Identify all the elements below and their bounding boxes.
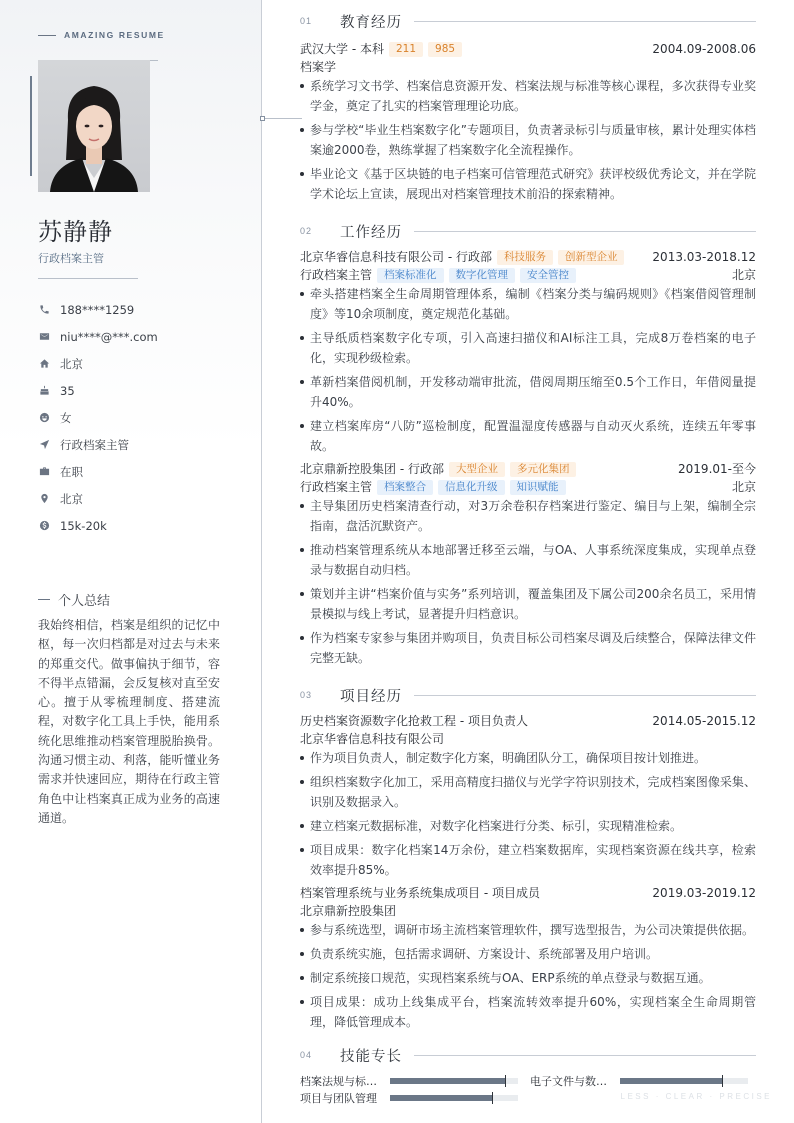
skill-name: 项目与团队管理 xyxy=(300,1091,377,1105)
info-phone-text: 188****1259 xyxy=(60,302,135,317)
section-rule xyxy=(414,21,756,22)
company-tag: 科技服务 xyxy=(497,250,553,265)
school-tag: 211 xyxy=(389,42,423,57)
list-item: 毕业论文《基于区块链的电子档案可信管理范式研究》获评校级优秀论文，并在学院学术论坛上宣读，展现出对档案管理技术前沿的探索精神。 xyxy=(300,164,756,204)
info-salary-text: 15k-20k xyxy=(60,518,107,533)
avatar xyxy=(38,60,150,192)
list-item: 革新档案借阅机制，开发移动端审批流，借阅周期压缩至0.5个工作日，年借阅量提升40%。 xyxy=(300,372,756,412)
main-content xyxy=(300,10,756,1106)
info-residence-text: 北京 xyxy=(60,356,83,371)
project-period: 2014.05-2015.12 xyxy=(652,714,756,728)
job-entry xyxy=(300,460,756,668)
education-major: 档案学 xyxy=(300,60,337,74)
project-header xyxy=(300,712,756,730)
skill-name: 电子文件与数… xyxy=(530,1074,607,1088)
job-period: 2013.03-2018.12 xyxy=(652,250,756,264)
info-status xyxy=(38,458,238,485)
skill-item xyxy=(300,1072,522,1089)
skill-bar-marker xyxy=(492,1092,493,1104)
skill-bar xyxy=(620,1078,748,1084)
home-icon xyxy=(38,358,50,370)
job-company: 北京鼎新控股集团 - 行政部 xyxy=(300,462,444,476)
info-age-text: 35 xyxy=(60,383,75,398)
mail-icon xyxy=(38,331,50,343)
education-section xyxy=(300,10,756,204)
section-rule xyxy=(414,231,756,232)
education-period: 2004.09-2008.06 xyxy=(652,42,756,56)
position-tag: 档案标准化 xyxy=(377,268,444,283)
skills-header xyxy=(300,1044,756,1066)
work-header xyxy=(300,220,756,242)
company-tag: 多元化集团 xyxy=(510,462,577,477)
skill-bar-fill xyxy=(620,1078,722,1084)
list-item: 项目成果：成功上线集成平台，档案流转效率提升60%，实现档案全生命周期管理，降低管理成本。 xyxy=(300,992,756,1032)
section-rule xyxy=(414,695,756,696)
sidebar-connector-line xyxy=(262,118,302,119)
location-icon xyxy=(38,493,50,505)
sidebar xyxy=(0,0,262,1123)
info-location-text: 北京 xyxy=(60,491,83,506)
list-item: 作为档案专家参与集团并购项目，负责目标公司档案尽调及后续整合，保障法律文件完整无缺。 xyxy=(300,628,756,668)
job-period: 2019.01-至今 xyxy=(678,462,756,476)
job-entry xyxy=(300,248,756,456)
job-bullets xyxy=(300,284,756,456)
contact-info-list xyxy=(38,296,238,539)
salary-icon xyxy=(38,520,50,532)
project-bullets xyxy=(300,748,756,880)
list-item: 主导纸质档案数字化专项，引入高速扫描仪和AI标注工具，完成8万卷档案的电子化，实现秒级检索。 xyxy=(300,328,756,368)
position-tag: 安全管控 xyxy=(520,268,576,283)
list-item: 参与学校“毕业生档案数字化”专题项目，负责著录标引与质量审核，累计处理实体档案逾2000卷，熟练掌握了档案数字化全流程操作。 xyxy=(300,120,756,160)
cake-icon xyxy=(38,385,50,397)
portrait-illustration xyxy=(38,60,150,192)
project-entry xyxy=(300,712,756,880)
smile-icon xyxy=(38,412,50,424)
position-tag: 数字化管理 xyxy=(449,268,516,283)
education-bullets xyxy=(300,76,756,204)
project-org: 北京鼎新控股集团 xyxy=(300,904,397,918)
section-title: 教育经历 xyxy=(340,14,402,31)
info-target-role-text: 行政档案主管 xyxy=(60,437,129,452)
send-icon xyxy=(38,439,50,451)
job-header xyxy=(300,460,756,478)
list-item: 作为项目负责人，制定数字化方案，明确团队分工，确保项目按计划推进。 xyxy=(300,748,756,768)
skill-bar xyxy=(390,1095,518,1101)
list-item: 建立档案库房“八防”巡检制度，配置温湿度传感器与自动灭火系统，连续五年零事故。 xyxy=(300,416,756,456)
info-location xyxy=(38,485,238,512)
watermark: LESS · CLEAR · PRECISE xyxy=(620,1092,772,1101)
section-title: 技能专长 xyxy=(340,1048,402,1065)
work-section xyxy=(300,220,756,668)
profile-role: 行政档案主管 xyxy=(38,252,104,265)
education-header xyxy=(300,10,756,32)
project-name: 档案管理系统与业务系统集成项目 - 项目成员 xyxy=(300,886,540,900)
brand-dash xyxy=(38,35,56,36)
list-item: 系统学习文书学、档案信息资源开发、档案法规与标准等核心课程，多次获得专业奖学金，奠定了扎实的档案管理理论功底。 xyxy=(300,76,756,116)
section-number: 03 xyxy=(300,690,313,700)
section-title: 项目经历 xyxy=(340,688,402,705)
section-title: 工作经历 xyxy=(340,224,402,241)
info-gender-text: 女 xyxy=(60,410,72,425)
section-number: 04 xyxy=(300,1050,313,1060)
job-position-line xyxy=(300,266,756,284)
list-item: 牵头搭建档案全生命周期管理体系，编制《档案分类与编码规则》《档案借阅管理制度》等10余项制度，奠定规范化基础。 xyxy=(300,284,756,324)
phone-icon xyxy=(38,304,50,316)
job-header xyxy=(300,248,756,266)
skill-bar-marker xyxy=(505,1075,506,1087)
skill-bar-marker xyxy=(722,1075,723,1087)
summary-dash xyxy=(38,599,50,600)
list-item: 参与系统选型，调研市场主流档案管理软件，撰写选型报告，为公司决策提供依据。 xyxy=(300,920,756,940)
summary-title xyxy=(38,590,110,609)
skill-bar xyxy=(390,1078,518,1084)
info-age xyxy=(38,377,238,404)
project-entry xyxy=(300,884,756,1032)
summary-title-text: 个人总结 xyxy=(58,594,111,609)
project-header xyxy=(300,884,756,902)
company-tag: 大型企业 xyxy=(449,462,505,477)
summary-text: 我始终相信，档案是组织的记忆中枢，每一次归档都是对过去与未来的郑重交代。做事偏执于细节，容不得半点错漏，会反复核对直至安心。擅于从零梳理制度、搭建流程，对数字化工具上手快，能用系统化思维推动档案管理脱胎换骨。沟通习惯主动、利落，能听懂业务需求并快速回应，期待在行政主管角色中让档案真正成为业务的高速通道。 xyxy=(38,618,220,825)
job-bullets xyxy=(300,496,756,668)
school-tag: 985 xyxy=(428,42,462,57)
position-tag: 知识赋能 xyxy=(510,480,566,495)
school-name: 武汉大学 - 本科 xyxy=(300,42,384,56)
skill-item xyxy=(300,1089,522,1106)
position-tag: 信息化升级 xyxy=(438,480,505,495)
job-position-line xyxy=(300,478,756,496)
company-tag: 创新型企业 xyxy=(558,250,625,265)
skill-bar-fill xyxy=(390,1095,492,1101)
list-item: 推动档案管理系统从本地部署迁移至云端，与OA、人事系统深度集成，实现单点登录与数据自动归档。 xyxy=(300,540,756,580)
project-bullets xyxy=(300,920,756,1032)
brand xyxy=(38,30,165,40)
list-item: 负责系统实施，包括需求调研、方案设计、系统部署及用户培训。 xyxy=(300,944,756,964)
profile-name: 苏静静 xyxy=(38,218,113,246)
info-email-text: niu****@***.com xyxy=(60,329,158,344)
list-item: 建立档案元数据标准，对数字化档案进行分类、标引，实现精准检索。 xyxy=(300,816,756,836)
photo-frame-line xyxy=(150,60,158,61)
job-position: 行政档案主管 xyxy=(300,480,373,494)
name-divider xyxy=(38,278,138,279)
position-tag: 档案整合 xyxy=(377,480,433,495)
projects-section xyxy=(300,684,756,1032)
sidebar-connector-dot xyxy=(260,116,265,121)
info-gender xyxy=(38,404,238,431)
projects-header xyxy=(300,684,756,706)
job-position: 行政档案主管 xyxy=(300,268,373,282)
skill-item xyxy=(530,1072,752,1089)
info-phone xyxy=(38,296,238,323)
photo-accent-bar xyxy=(30,76,32,176)
info-residence xyxy=(38,350,238,377)
list-item: 组织档案数字化加工，采用高精度扫描仪与光学字符识别技术，完成档案图像采集、识别及数据录入。 xyxy=(300,772,756,812)
job-company: 北京华睿信息科技有限公司 - 行政部 xyxy=(300,250,492,264)
list-item: 策划并主讲“档案价值与实务”系列培训，覆盖集团及下属公司200余名员工，采用情景模拟与线上考试，显著提升归档意识。 xyxy=(300,584,756,624)
section-rule xyxy=(414,1055,756,1056)
info-salary xyxy=(38,512,238,539)
education-entry-header xyxy=(300,40,756,58)
skill-name: 档案法规与标… xyxy=(300,1074,377,1088)
project-org: 北京华睿信息科技有限公司 xyxy=(300,732,445,746)
section-number: 01 xyxy=(300,16,313,26)
skill-bar-fill xyxy=(390,1078,505,1084)
briefcase-icon xyxy=(38,466,50,478)
brand-text: AMAZING RESUME xyxy=(64,30,165,40)
project-name: 历史档案资源数字化抢救工程 - 项目负责人 xyxy=(300,714,528,728)
list-item: 制定系统接口规范，实现档案系统与OA、ERP系统的单点登录与数据互通。 xyxy=(300,968,756,988)
profile-photo xyxy=(38,60,150,192)
project-period: 2019.03-2019.12 xyxy=(652,886,756,900)
info-email xyxy=(38,323,238,350)
job-city: 北京 xyxy=(731,268,756,282)
job-city: 北京 xyxy=(731,480,756,494)
info-status-text: 在职 xyxy=(60,464,83,479)
list-item: 主导集团历史档案清查行动，对3万余卷积存档案进行鉴定、编目与上架，编制全宗指南，盘活沉默资产。 xyxy=(300,496,756,536)
list-item: 项目成果：数字化档案14万余份，建立档案数据库，实现档案资源在线共享，检索效率提升85%。 xyxy=(300,840,756,880)
section-number: 02 xyxy=(300,226,313,236)
info-target-role xyxy=(38,431,238,458)
